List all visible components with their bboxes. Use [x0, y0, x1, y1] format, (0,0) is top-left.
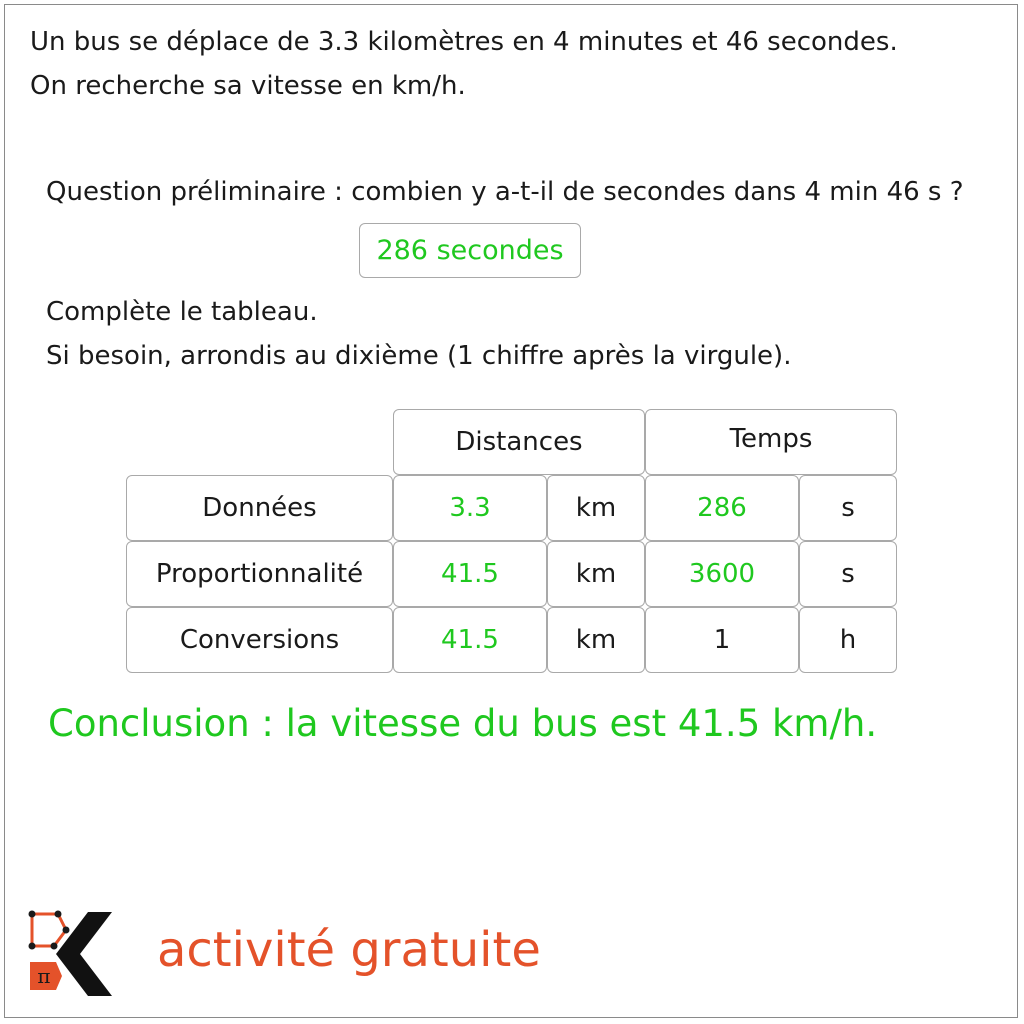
problem-statement-line-1: Un bus se déplace de 3.3 kilomètres en 4 minutes et 46 secondes. [30, 27, 898, 57]
cell-distance-proportionnalite[interactable]: 41.5 [393, 541, 547, 607]
cell-time-conversions: 1 [645, 607, 799, 673]
pi-kite-logo-icon [26, 908, 116, 998]
header-temps: Temps [645, 409, 897, 475]
cell-distance-unit-proportionnalite: km [547, 541, 645, 607]
cell-distance-donnees[interactable]: 3.3 [393, 475, 547, 541]
header-distances: Distances [393, 409, 645, 475]
row-label-donnees: Données [126, 475, 393, 541]
cell-time-unit-donnees: s [799, 475, 897, 541]
cell-time-unit-conversions: h [799, 607, 897, 673]
preliminary-question: Question préliminaire : combien y a-t-il de secondes dans 4 min 46 s ? [46, 177, 964, 207]
cell-time-proportionnalite[interactable]: 3600 [645, 541, 799, 607]
pi-glyph: π [37, 964, 51, 988]
cell-distance-unit-donnees: km [547, 475, 645, 541]
problem-statement-line-2: On recherche sa vitesse en km/h. [30, 71, 466, 101]
instruction-line-2: Si besoin, arrondis au dixième (1 chiffre après la virgule). [46, 341, 792, 371]
preliminary-answer-field[interactable]: 286 secondes [359, 223, 581, 278]
row-label-proportionnalite: Proportionnalité [126, 541, 393, 607]
cell-time-donnees[interactable]: 286 [645, 475, 799, 541]
cell-distance-unit-conversions: km [547, 607, 645, 673]
cell-distance-conversions[interactable]: 41.5 [393, 607, 547, 673]
instruction-line-1: Complète le tableau. [46, 297, 318, 327]
conclusion-text: Conclusion : la vitesse du bus est 41.5 km/h. [48, 702, 878, 745]
cell-time-unit-proportionnalite: s [799, 541, 897, 607]
brand-text: activité gratuite [157, 922, 541, 978]
row-label-conversions: Conversions [126, 607, 393, 673]
